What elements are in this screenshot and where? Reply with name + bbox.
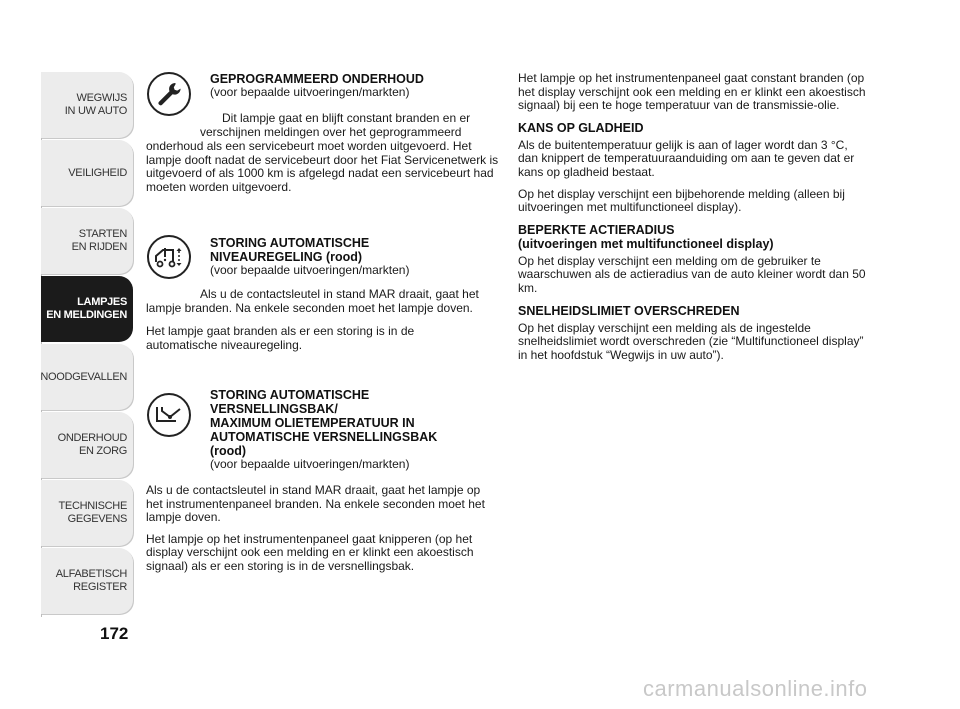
tab-starten-en-rijden[interactable]: STARTEN EN RIJDEN [41,208,133,274]
tab-lampjes-en-meldingen[interactable]: LAMPJES EN MELDINGEN [41,276,133,342]
paragraph-line: verschijnen meldingen over het geprogrammeerd [200,125,462,139]
section-title-line: STORING AUTOMATISCHE [210,388,370,402]
gearbox-warning-icon [147,393,191,437]
paragraph: Het lampje op het instrumentenpaneel gaat constant branden (op het display verschijnt ook een melding en er klinkt een akoestisch signaal) bij een te hoge temperatuur van de transmissie-olie. [518,71,866,113]
tab-wegwijs[interactable]: WEGWIJS IN UW AUTO [41,72,133,138]
tab-onderhoud-en-zorg[interactable]: ONDERHOUD EN ZORG [41,412,133,478]
wrench-icon [147,72,191,116]
section-subtitle: (voor bepaalde uitvoeringen/markten) [210,263,410,277]
paragraph: Op het display verschijnt een bijbehorende melding (alleen bij uitvoeringen met multifunctioneel display). [518,186,845,215]
section-title-line: VERSNELLINGSBAK/ [210,402,338,416]
tab-noodgevallen[interactable]: NOODGEVALLEN [41,344,133,410]
section-title: SNELHEIDSLIMIET OVERSCHREDEN [518,303,740,318]
section-title-line: MAXIMUM OLIETEMPERATUUR IN [210,416,415,430]
section-title-line: (rood) [210,444,247,458]
section-title-line: AUTOMATISCHE VERSNELLINGSBAK [210,430,438,444]
paragraph: onderhoud als een servicebeurt moet worden uitgevoerd. Het lampje dooft nadat de servicebeurt door het Fiat Servicenetwerk is uitgevoerd of als 1000 km is afgelegd nadat een servicebeurt had moeten worden uitgevoerd. [146,139,499,194]
paragraph: Op het display verschijnt een melding als de ingestelde snelheidslimiet wordt overschreden (zie “Multifunctioneel display” in het hoofdstuk “Wegwijs in uw auto”). [518,320,864,362]
section-versnellingsbak-body [146,484,494,582]
tab-technische-gegevens[interactable]: TECHNISCHE GEGEVENS [41,480,133,546]
vehicle-level-icon [147,235,191,279]
tab-alfabetisch-register[interactable]: ALFABETISCH REGISTER [41,548,133,614]
section-title-line: BEPERKTE ACTIERADIUS [518,222,675,237]
section-onderhoud-header [210,72,500,100]
tab-veiligheid[interactable]: VEILIGHEID [41,140,133,206]
paragraph: Als de buitentemperatuur gelijk is aan of lager wordt dan 3 °C, dan knippert de temperatuuraanduiding om aan te geven dat er kans op gladheid bestaat. [518,137,855,179]
section-title-line: NIVEAUREGELING (rood) [210,250,363,264]
paragraph: Als u de contactsleutel in stand MAR draait, gaat het lampje op het instrumentenpaneel branden. Na enkele seconden moet het lampje doven. [146,483,485,525]
section-title: GEPROGRAMMEERD ONDERHOUD [210,72,424,86]
paragraph: Op het display verschijnt een melding om de gebruiker te waarschuwen als de actieradius van de auto kleiner wordt dan 50 km. [518,253,866,295]
paragraph: Het lampje gaat branden als er een storing is in de automatische niveauregeling. [146,324,415,352]
paragraph: Het lampje op het instrumentenpaneel gaat knipperen (op het display verschijnt ook een melding en er klinkt een akoestisch signaal) als er een storing is in de versnellingsbak. [146,531,474,573]
paragraph-line: Als u de contactsleutel in stand MAR draait, gaat het [200,287,479,301]
section-subtitle: (voor bepaalde uitvoeringen/markten) [210,85,410,99]
section-title: KANS OP GLADHEID [518,120,644,135]
section-niveauregeling-header [210,236,500,278]
section-versnellingsbak-header [210,388,500,472]
paragraph-line: Dit lampje gaat en blijft constant branden en er [222,111,471,125]
section-subtitle: (voor bepaalde uitvoeringen/markten) [210,457,410,471]
paragraph-line: lampje branden. Na enkele seconden moet het lampje doven. [146,301,473,315]
section-title-line: STORING AUTOMATISCHE [210,236,370,250]
watermark-link[interactable]: carmanualsonline.info [643,676,868,701]
page-number: 172 [100,624,129,643]
right-column [518,72,870,370]
section-title-line: (uitvoeringen met multifunctioneel display) [518,236,774,251]
